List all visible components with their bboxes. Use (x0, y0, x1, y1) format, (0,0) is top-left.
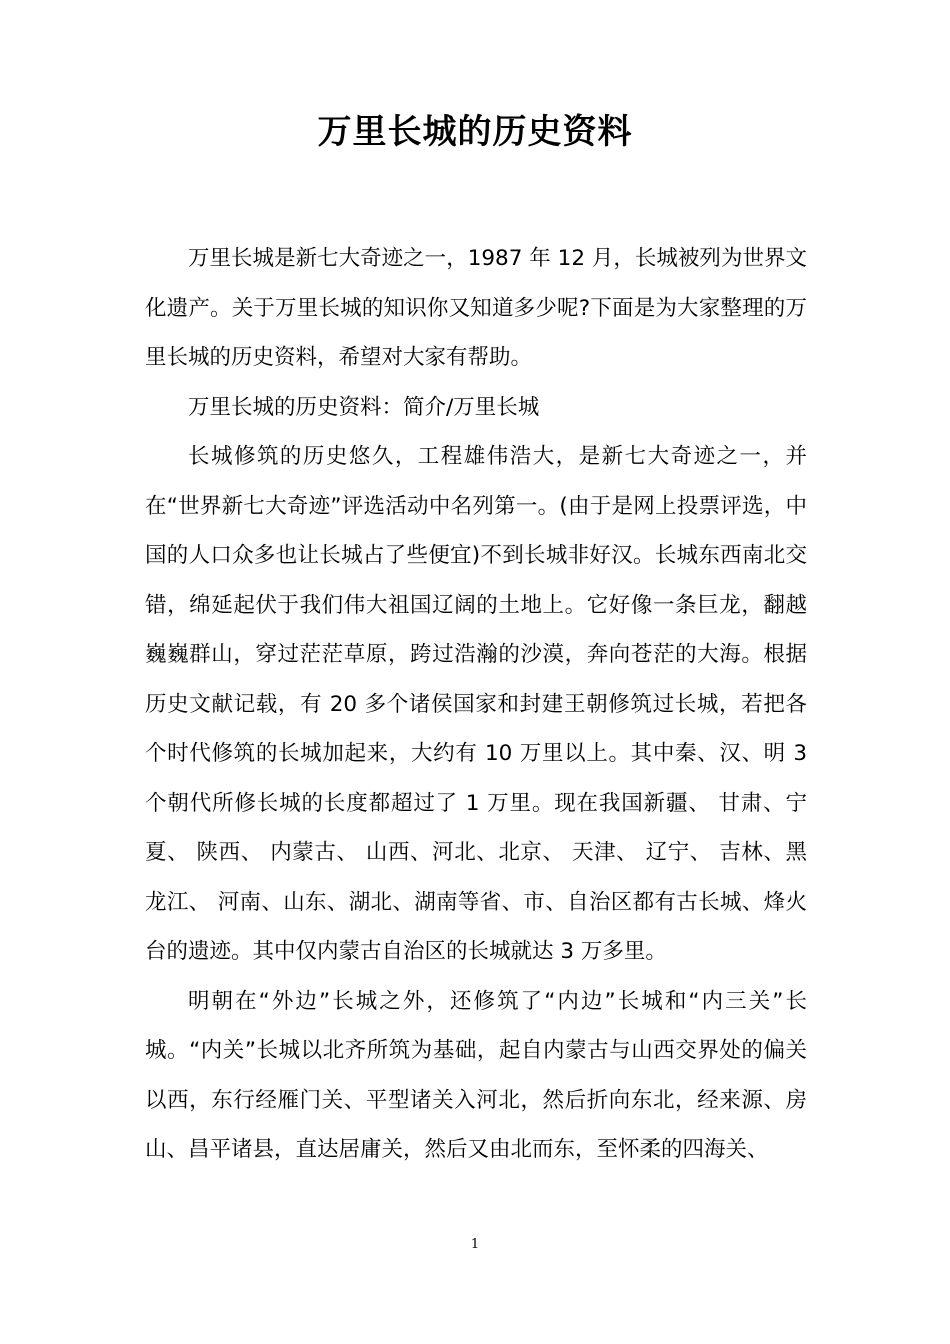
document-body (145, 234, 807, 1175)
paragraph-intro: 万里长城是新七大奇迹之一，1987 年 12 月，长城被列为世界文化遗产。关于万里长城的知识你又知道多少呢?下面是为大家整理的万里长城的历史资料，希望对大家有帮助。 (145, 246, 807, 370)
document-title: 万里长城的历史资料 (317, 112, 633, 152)
paragraph-section-heading: 万里长城的历史资料：简介/万里长城 (188, 394, 540, 420)
paragraph-history: 长城修筑的历史悠久，工程雄伟浩大，是新七大奇迹之一，并在“世界新七大奇迹”评选活动中名列第一。(由于是网上投票评选，中国的人口众多也让长城占了些便宜)不到长城非好汉。长城东西南北交错，绵延起伏于我们伟大祖国辽阔的土地上。它好像一条巨龙，翻越巍巍群山，穿过茫茫草原，跨过浩瀚的沙漠，奔向苍茫的大海。根据历史文献记载，有 20 多个诸侯国家和封建王朝修筑过长城，若把各个时代修筑的长城加起来，大约有 10 万里以上。其中秦、汉、明 3 个朝代所修长城的长度都超过了 1 万里。现在我国新疆、 甘肃、宁夏、 陕西、 内蒙古、 山西、河北、北京、 天津、 辽宁、 吉林、黑龙江、 河南、山东、湖北、湖南等省、市、自治区都有古长城、烽火台的遗迹。其中仅内蒙古自治区的长城就达 3 万多里。 (145, 444, 807, 964)
page-number: 1 (470, 1237, 480, 1252)
paragraph-ming-walls: 明朝在“外边”长城之外，还修筑了“内边”长城和“内三关”长城。“内关”长城以北齐所筑为基础，起自内蒙古与山西交界处的偏关以西，东行经雁门关、平型诸关入河北，然后折向东北，经来源、房山、昌平诸县，直达居庸关，然后又由北而东，至怀柔的四海关、 (145, 988, 807, 1162)
